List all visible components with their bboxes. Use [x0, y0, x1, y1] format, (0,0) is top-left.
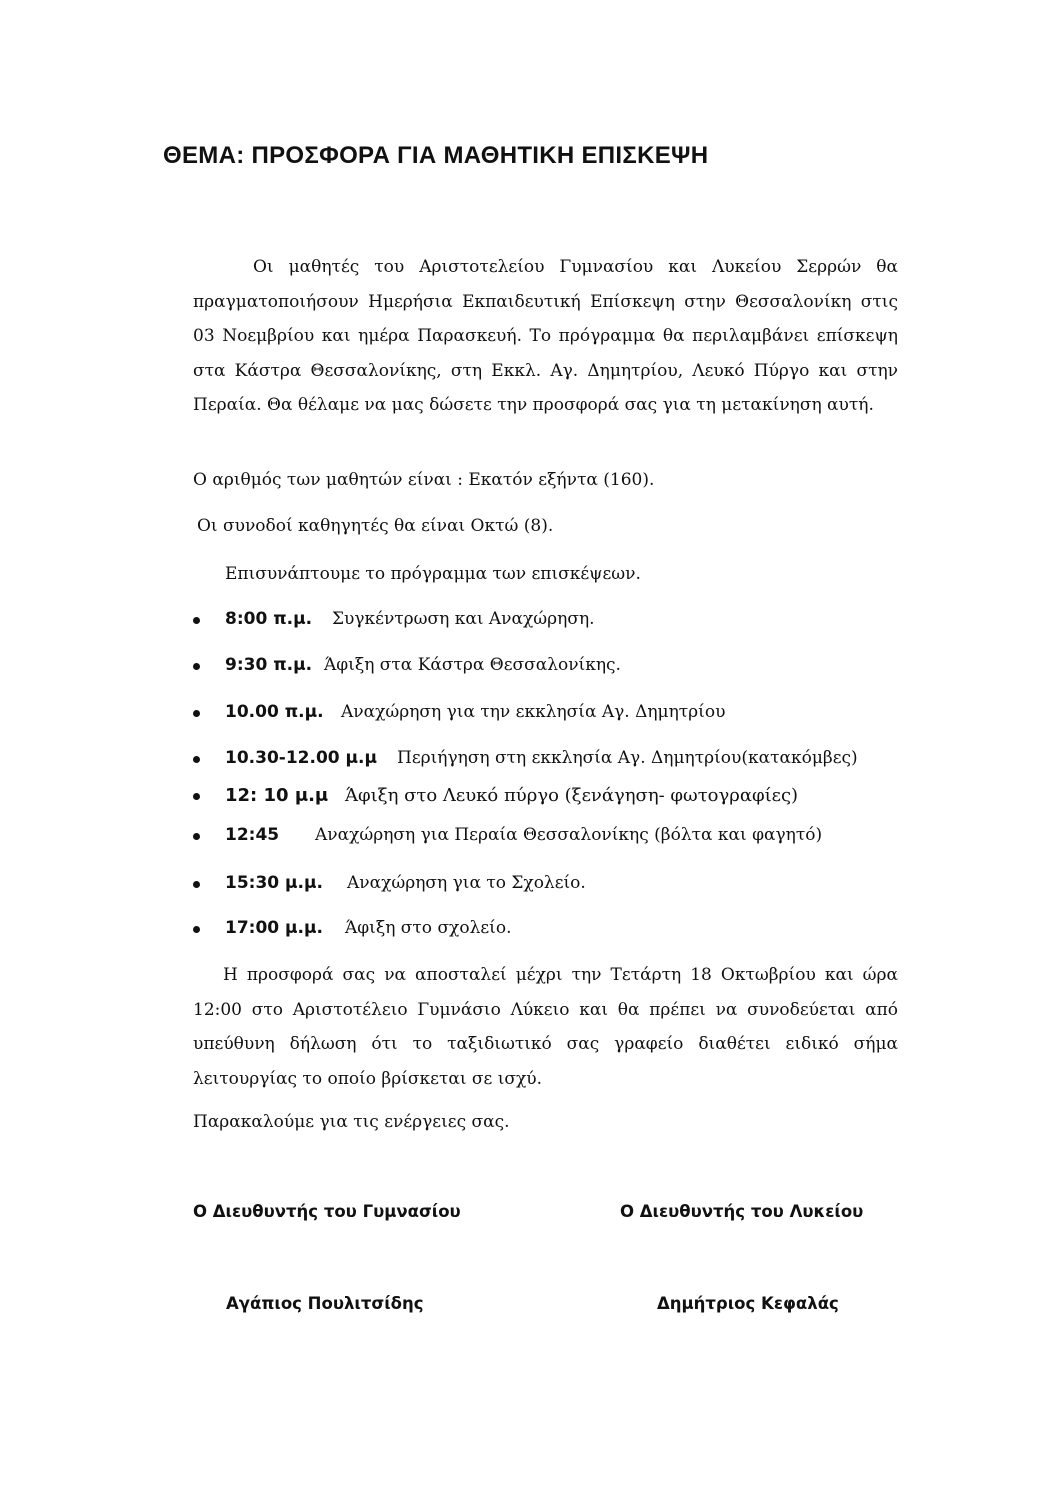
bullet-icon — [193, 663, 200, 670]
bullet-icon — [193, 756, 200, 763]
schedule-time: 10.30-12.00 μ.μ — [225, 748, 377, 768]
program-intro: Επισυνάπτουμε το πρόγραμμα των επισκέψεων. — [225, 564, 641, 584]
schedule-desc: Άφιξη στο σχολείο. — [345, 918, 512, 938]
schedule-time: 12: 10 μ.μ — [225, 785, 329, 806]
intro-text: Οι μαθητές του Αριστοτελείου Γυμνασίου και Λυκείου Σερρών θα πραγματοποιήσουν Ημερήσια Εκπαιδευτική Επίσκεψη στην Θεσσαλονίκη στις 03 Νοεμβρίου και ημέρα Παρασκευή. Το πρόγραμμα θα περιλαμβάνει επίσκεψη στα Κάστρα Θεσσαλονίκης, στη Εκκλ. Αγ. Δημητρίου, Λευκό Πύργο και στην Περαία. Θα θέλαμε να μας δώσετε την προσφορά σας για τη μετακίνηση αυτή. — [193, 257, 898, 415]
schedule-time: 8:00 π.μ. — [225, 609, 313, 629]
offer-text: Η προσφορά σας να αποσταλεί μέχρι την Τετάρτη 18 Οκτωβρίου και ώρα 12:00 στο Αριστοτέλειο Γυμνάσιο Λύκειο και θα πρέπει να συνοδεύεται από υπεύθυνη δήλωση ότι το ταξιδιωτικό σας γραφείο διαθέτει ειδικό σήμα λειτουργίας το οποίο βρίσκεται σε ισχύ. — [193, 965, 898, 1089]
intro-paragraph — [193, 250, 898, 423]
bullet-icon — [193, 926, 200, 933]
schedule-desc: Άφιξη στο Λευκό πύργο (ξενάγηση- φωτογραφίες) — [345, 785, 799, 806]
schedule-desc: Αναχώρηση για το Σχολείο. — [347, 873, 586, 893]
teachers-line: Οι συνοδοί καθηγητές θα είναι Οκτώ (8). — [197, 516, 554, 536]
offer-paragraph — [193, 958, 898, 1096]
schedule-time: 9:30 π.μ. — [225, 655, 313, 675]
students-line: Ο αριθμός των μαθητών είναι : Εκατόν εξήντα (160). — [193, 470, 655, 490]
bullet-icon — [193, 881, 200, 888]
closing-line: Παρακαλούμε για τις ενέργειες σας. — [193, 1112, 510, 1132]
signature-role-lyceum: Ο Διευθυντής του Λυκείου — [620, 1202, 864, 1221]
bullet-icon — [193, 617, 200, 624]
schedule-time: 10.00 π.μ. — [225, 702, 324, 722]
document-title: ΘΕΜΑ: ΠΡΟΣΦΟΡΑ ΓΙΑ ΜΑΘΗΤΙΚΗ ΕΠΙΣΚΕΨΗ — [163, 142, 709, 169]
schedule-desc: Αναχώρηση για την εκκλησία Αγ. Δημητρίου — [341, 702, 726, 722]
schedule-time: 15:30 μ.μ. — [225, 873, 323, 893]
schedule-time: 17:00 μ.μ. — [225, 918, 323, 938]
bullet-icon — [193, 833, 200, 840]
schedule-desc: Αναχώρηση για Περαία Θεσσαλονίκης (βόλτα και φαγητό) — [315, 825, 823, 845]
schedule-time: 12:45 — [225, 825, 280, 845]
signature-role-gymnasium: Ο Διευθυντής του Γυμνασίου — [193, 1202, 461, 1221]
signature-name-gymnasium: Αγάπιος Πουλιτσίδης — [226, 1294, 424, 1313]
bullet-icon — [193, 793, 200, 800]
signature-name-lyceum: Δημήτριος Κεφαλάς — [657, 1294, 839, 1313]
schedule-desc: Περιήγηση στη εκκλησία Αγ. Δημητρίου(κατακόμβες) — [397, 748, 858, 768]
bullet-icon — [193, 710, 200, 717]
schedule-desc: Άφιξη στα Κάστρα Θεσσαλονίκης. — [324, 655, 621, 675]
schedule-desc: Συγκέντρωση και Αναχώρηση. — [332, 609, 595, 629]
